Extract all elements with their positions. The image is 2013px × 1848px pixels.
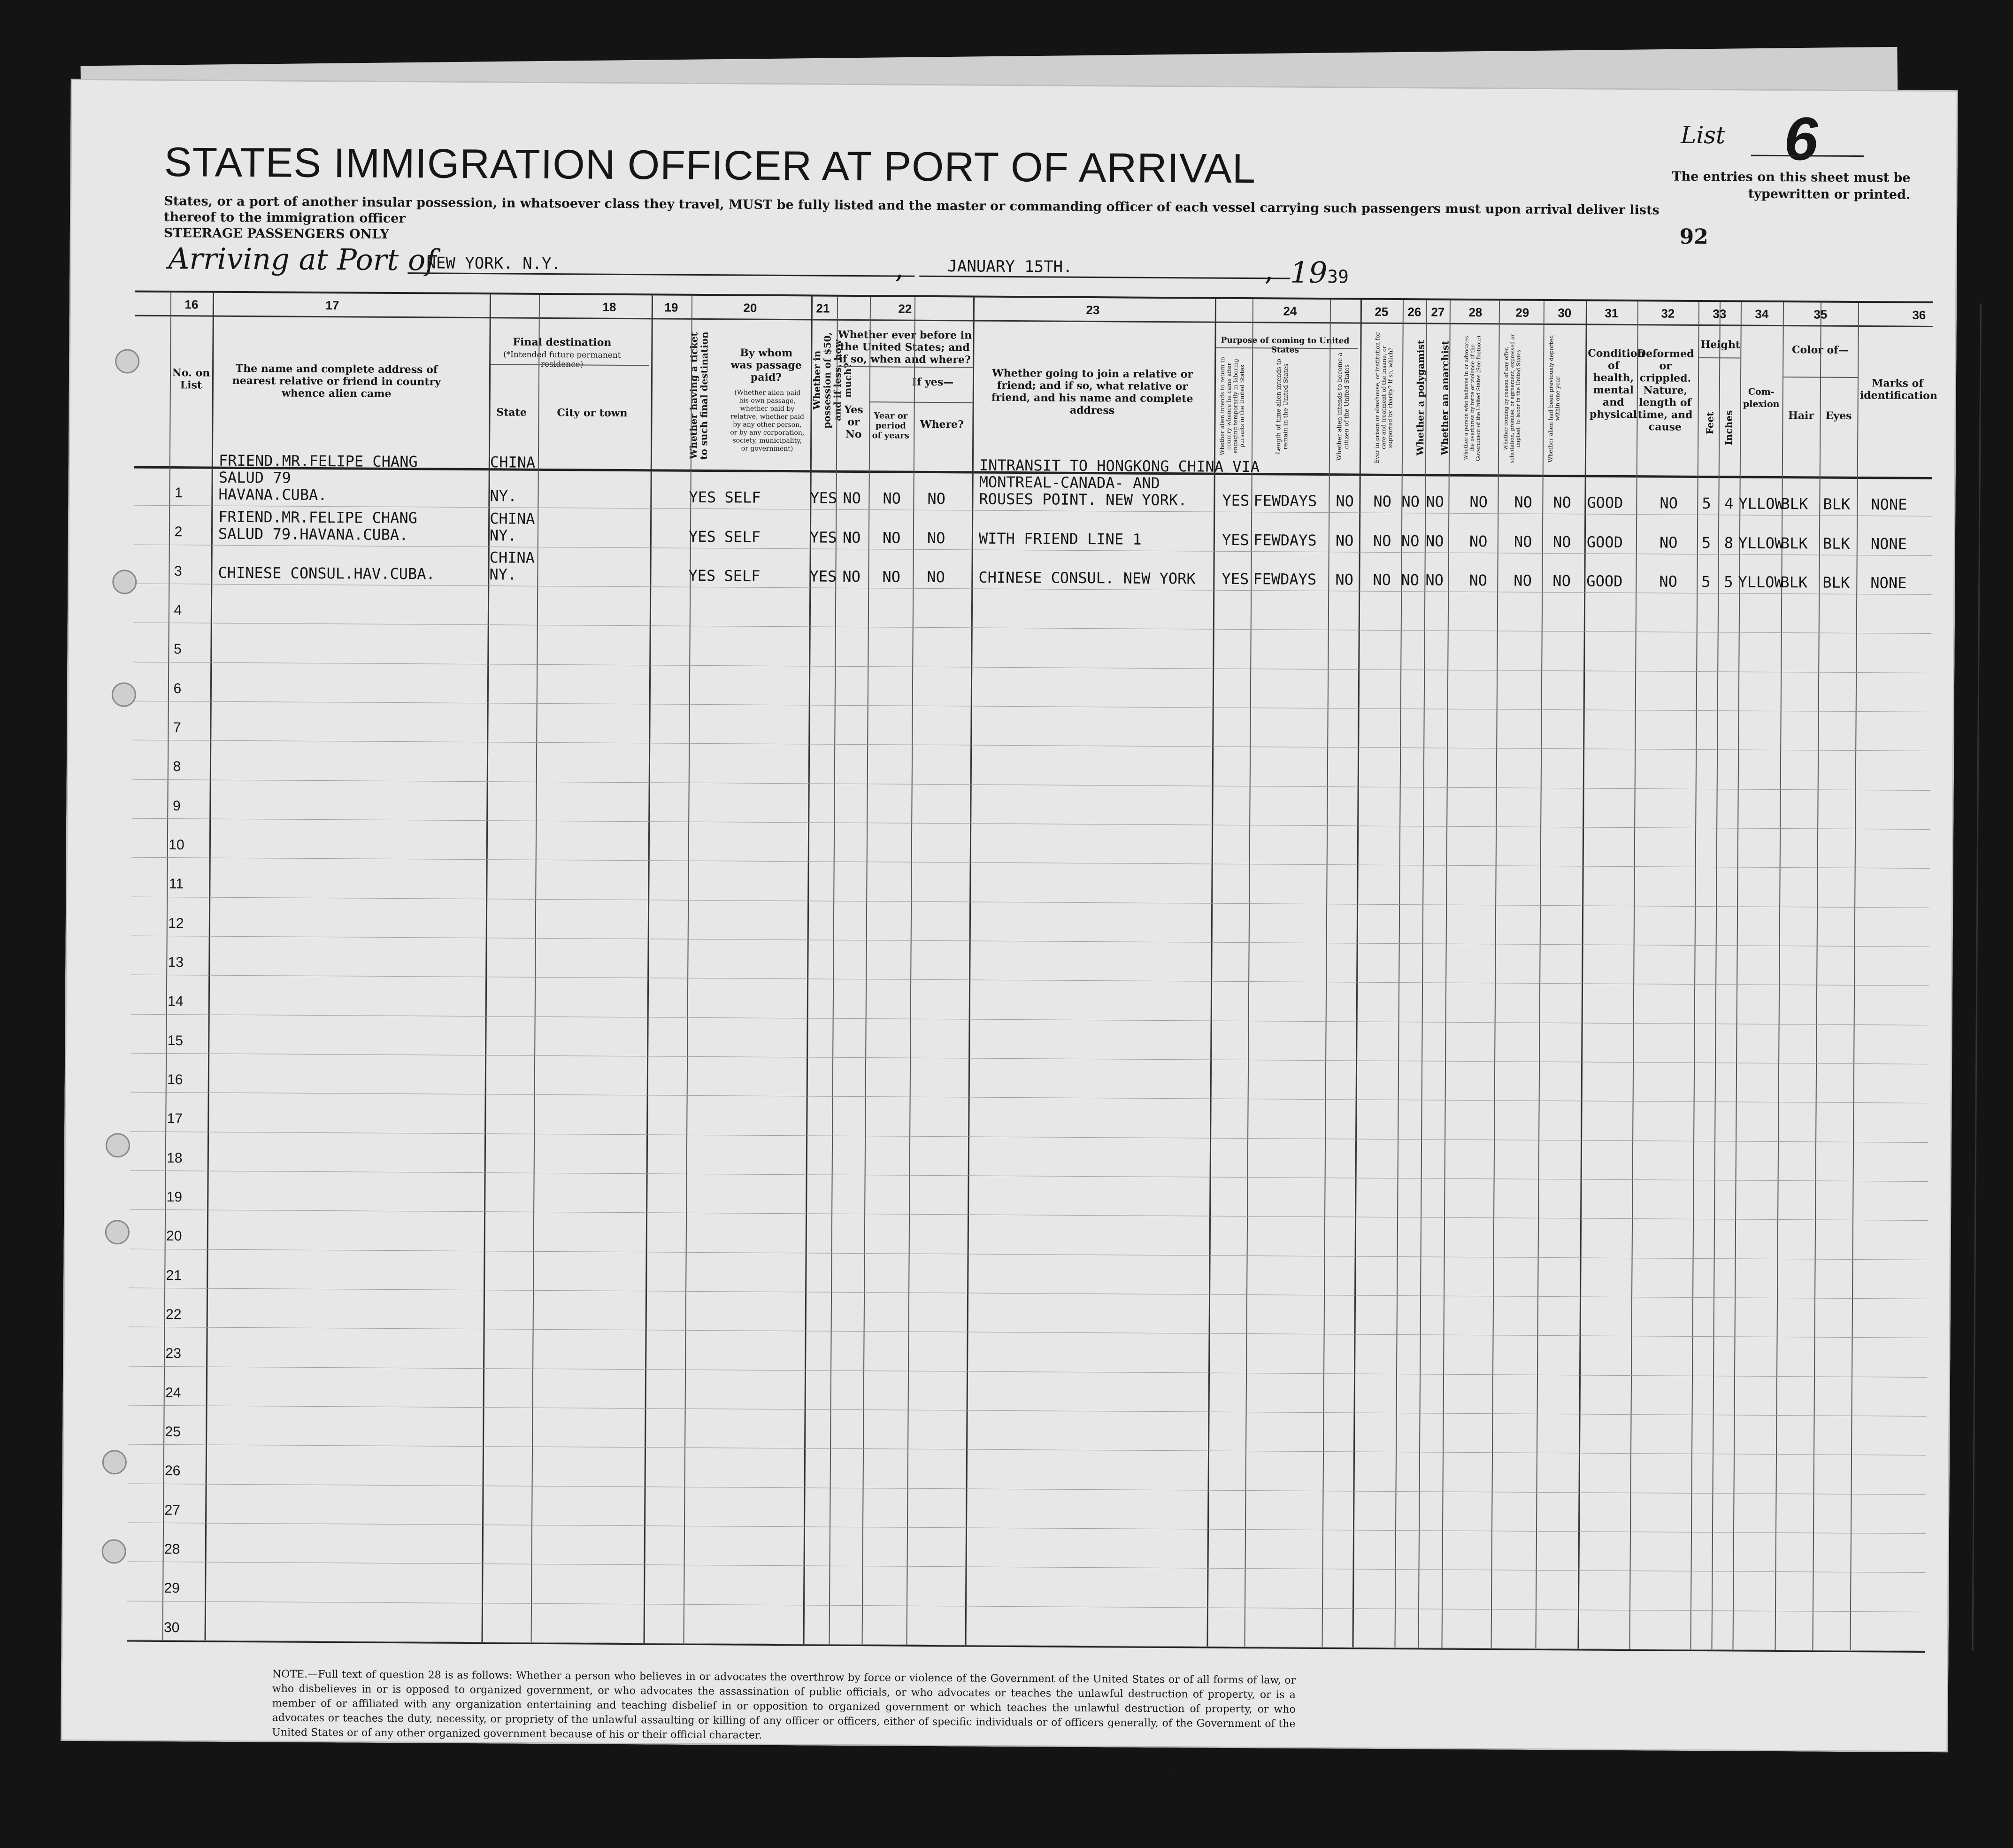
row-number: 20 (166, 1228, 182, 1244)
column-number-22: 22 (898, 301, 912, 316)
page-title: STATES IMMIGRATION OFFICER AT PORT OF ARRIVAL (164, 138, 1256, 192)
destination-state-line: NY. (489, 526, 517, 545)
entry-year: NO (882, 568, 901, 586)
class-line: STEERAGE PASSENGERS ONLY (163, 225, 389, 242)
joining-relative-line: ROUSES POINT. NEW YORK. (979, 490, 1187, 509)
header-ticket: Whether having a ticket to such final destination (687, 331, 710, 460)
entry-overthrow: NO (1469, 493, 1488, 511)
entries-note: The entries on this sheet must be typewritten or printed. (1672, 169, 1911, 202)
destination-state-line: CHINA (489, 548, 535, 567)
header-money: Whether in possession of $50, and if less, how much? (811, 331, 854, 429)
header-city: City or town (557, 407, 628, 420)
entry-return: YES (1222, 531, 1249, 549)
row-number: 12 (168, 915, 184, 931)
separator-comma: , (895, 252, 904, 285)
header-hair: Hair (1788, 409, 1814, 422)
entry-before-us: NO (842, 567, 861, 586)
column-number-23: 23 (1086, 302, 1100, 317)
row-number: 15 (167, 1032, 184, 1048)
entry-hair: BLK (1781, 495, 1808, 513)
joining-relative-line: INTRANSIT TO HONGKONG CHINA VIA (979, 456, 1260, 476)
entry-length: FEWDAYS (1253, 570, 1317, 588)
column-number-20: 20 (743, 300, 757, 315)
header-passage-paid: By whom was passage paid? (730, 346, 802, 384)
header-purpose-length: Length of time alien intends to remain in the United States (1275, 358, 1290, 454)
row-number: 13 (168, 955, 184, 970)
header-relative-address: The name and complete address of nearest relative or friend in country whence alien came (232, 362, 441, 400)
entry-return: YES (1222, 492, 1250, 510)
entry-labor-offer: NO (1514, 532, 1532, 551)
header-marks: Marks of identification (1859, 377, 1937, 402)
destination-state-line: CHINA (490, 453, 536, 472)
column-number-25: 25 (1375, 304, 1389, 319)
entry-overthrow: NO (1469, 532, 1488, 550)
entry-year: NO (882, 528, 901, 547)
relative-address-line: FRIEND.MR.FELIPE CHANG (218, 508, 418, 527)
header-deported: Whether alien had been previously deported within one year (1547, 335, 1561, 462)
relative-address-line: CHINESE CONSUL.HAV.CUBA. (218, 563, 435, 583)
row-number: 8 (173, 759, 181, 775)
header-final-destination-note: (*Intended future permanent residence) (503, 350, 621, 370)
entry-anarchist: NO (1425, 532, 1444, 550)
header-subrule (869, 401, 973, 403)
header-if-yes: If yes— (912, 376, 954, 389)
list-number: 6 (1783, 104, 1818, 173)
row-number: 23 (165, 1346, 182, 1362)
header-height: Height (1700, 338, 1741, 351)
entry-anarchist: NO (1426, 493, 1444, 511)
punch-hole (102, 1539, 126, 1563)
entry-anarchist: NO (1425, 571, 1444, 589)
column-number-26: 26 (1407, 305, 1421, 319)
header-health: Condition of health, mental and physical (1588, 347, 1645, 421)
entry-prison: NO (1373, 570, 1391, 589)
entry-inches: 4 (1724, 494, 1734, 513)
entry-marks: NONE (1870, 534, 1907, 553)
row-number: 30 (163, 1619, 180, 1635)
list-number-box (1681, 104, 1906, 173)
row-number: 11 (169, 876, 184, 892)
relative-address-line: SALUD 79 (218, 469, 291, 487)
entry-length: FEWDAYS (1253, 492, 1317, 510)
header-feet: Feet (1704, 412, 1716, 435)
header-inches: Inches (1723, 410, 1735, 446)
entry-year: NO (883, 489, 901, 508)
column-number-17: 17 (325, 298, 339, 313)
row-number: 1 (175, 485, 183, 501)
punch-hole (115, 349, 139, 373)
entry-hair: BLK (1780, 573, 1808, 592)
header-final-destination: Final destination (513, 336, 612, 349)
punch-hole (112, 682, 136, 707)
column-number-19: 19 (664, 300, 678, 315)
joining-relative-line: MONTREAL-CANADA- AND (979, 473, 1160, 493)
entry-eyes: BLK (1822, 573, 1850, 592)
row-number: 5 (173, 641, 182, 657)
column-number-27: 27 (1431, 305, 1445, 319)
punch-hole (105, 1220, 130, 1244)
column-number-33: 33 (1713, 307, 1727, 321)
entry-ticket: YES (688, 566, 716, 585)
destination-state-line: NY. (489, 565, 517, 584)
header-state: State (496, 406, 527, 419)
column-number-24: 24 (1283, 304, 1297, 318)
entry-health: GOOD (1586, 572, 1623, 590)
column-number-30: 30 (1558, 306, 1572, 320)
entry-money: YES (809, 567, 837, 585)
year-prefix: 19 (1290, 255, 1328, 290)
header-before-yes-no: Yes or No (844, 403, 863, 441)
header-purpose-return: Whether alien intends to return to country whence he came after engaging temporarily in laboring pursuits in the United States (1218, 357, 1246, 455)
column-number-29: 29 (1515, 305, 1529, 320)
entry-paid-by: SELF (724, 567, 761, 585)
entry-hair: BLK (1780, 534, 1808, 553)
port-field: NEW YORK. N.Y. (407, 254, 914, 277)
entry-return: YES (1222, 570, 1249, 588)
column-number-16: 16 (184, 297, 199, 312)
row-number: 3 (174, 563, 182, 579)
entry-citizen: NO (1336, 492, 1354, 510)
header-passage-paid-note: (Whether alien paid his own passage, whether paid by relative, whether paid by any other person, or by any corporation, society, municipality, or government) (730, 389, 805, 453)
entry-citizen: NO (1335, 531, 1354, 550)
entry-deported: NO (1552, 572, 1571, 590)
relative-address-line: SALUD 79.HAVANA.CUBA. (218, 524, 408, 544)
entry-polygamist: NO (1401, 531, 1420, 550)
entry-inches: 5 (1724, 573, 1733, 591)
row-number: 28 (164, 1541, 180, 1557)
entry-labor-offer: NO (1514, 493, 1533, 512)
header-before-in-us: Whether ever before in the United States; and if so, when and where? (837, 328, 972, 366)
row-number: 9 (172, 798, 181, 814)
form-code: 14—830 (1149, 1768, 1179, 1778)
row-number: 19 (166, 1189, 183, 1205)
entry-feet: 5 (1701, 572, 1711, 591)
header-deformed: Deformed or crippled. Nature, length of time, and cause (1637, 347, 1694, 433)
entry-length: FEWDAYS (1253, 531, 1317, 549)
column-number-18: 18 (602, 300, 616, 314)
row-number: 21 (166, 1267, 182, 1283)
header-overthrow: Whether a person who believes in or advocates the overthrow by force or violence of the Government of the United States (See footnote) (1462, 335, 1482, 461)
year-field (1290, 255, 1349, 290)
header-anarchist: Whether an anarchist (1439, 340, 1451, 455)
header-color-of: Color of— (1791, 344, 1849, 356)
entry-health: GOOD (1587, 493, 1623, 512)
entry-complexion: YLLOW (1738, 534, 1784, 552)
entry-paid-by: SELF (724, 488, 761, 507)
joining-relative-line: CHINESE CONSUL. NEW YORK (978, 568, 1196, 588)
sheet-number: 92 (1679, 224, 1709, 249)
header-polygamist: Whether a polygamist (1414, 340, 1427, 456)
separator-comma: , (1264, 254, 1274, 287)
entry-feet: 5 (1702, 494, 1711, 513)
entry-deported: NO (1553, 493, 1572, 512)
row-number: 18 (167, 1150, 183, 1166)
entry-polygamist: NO (1401, 571, 1420, 589)
row-number: 7 (173, 720, 181, 736)
entry-before-us: NO (842, 528, 861, 547)
entry-money: YES (809, 528, 837, 547)
header-purpose: Purpose of coming to United States (1221, 335, 1350, 355)
header-joining-relative: Whether going to join a relative or friend; and if so, what relative or friend, and his name and complete address (991, 367, 1193, 417)
column-number-36: 36 (1912, 308, 1926, 322)
column-number-28: 28 (1468, 305, 1483, 320)
entry-ticket: YES (688, 527, 716, 546)
column-rule (1972, 304, 1982, 1651)
year-suffix: 39 (1327, 266, 1349, 287)
entry-eyes: BLK (1822, 534, 1850, 553)
row-number: 2 (174, 524, 183, 540)
row-number: 14 (168, 993, 184, 1009)
entry-labor-offer: NO (1514, 571, 1532, 590)
row-number: 16 (167, 1072, 183, 1088)
header-purpose-citizen: Whether alien intends to become a citizen of the United States (1336, 353, 1351, 461)
entry-marks: NONE (1871, 495, 1907, 514)
footnote: NOTE.—Full text of question 28 is as follows: Whether a person who believes in or advocates the overthrow by force or violence of the Government of the United States or of all forms of law, or who disbelieves in or is opposed to organized government, or who advocates the assassination of public officials, or who advocates or teaches the unlawful destruction of property, or is a member of or affiliated with any organization entertaining and teaching disbelief in or opposition to organized government or which teaches the unlawful destruction of property, or who advocates or teaches the duty, necessity, or propriety of the unlawful assaulting or killing of any officer or officers, either of specific individuals or of officers generally, of the Government of the United States or of any other organized government because of his or their official character. (272, 1668, 1296, 1741)
entry-deformed: NO (1659, 572, 1678, 591)
entry-complexion: YLLOW (1738, 494, 1784, 513)
list-label: List (1681, 121, 1726, 149)
header-year: Year or period of years (872, 411, 909, 441)
entry-inches: 8 (1724, 533, 1734, 552)
entry-overthrow: NO (1469, 571, 1488, 590)
entry-deformed: NO (1659, 533, 1678, 552)
entry-where: NO (927, 568, 945, 586)
entry-health: GOOD (1586, 533, 1623, 551)
header-subrule (837, 366, 973, 368)
row-number: 6 (173, 680, 182, 696)
entry-money: YES (810, 489, 837, 508)
relative-address-line: HAVANA.CUBA. (218, 485, 327, 504)
header-no-on-list: No. on List (172, 367, 210, 392)
manifest-sheet (61, 79, 1958, 1778)
header-where: Where? (920, 418, 964, 431)
entry-where: NO (927, 529, 945, 547)
punch-hole (106, 1133, 130, 1157)
entry-complexion: YLLOW (1738, 573, 1783, 592)
destination-state-line: NY. (490, 487, 517, 505)
arriving-label: Arriving at Port of (168, 241, 437, 277)
row-number: 27 (164, 1502, 181, 1518)
column-number-35: 35 (1813, 307, 1828, 322)
joining-relative-line: WITH FRIEND LINE 1 (978, 529, 1142, 548)
header-complexion: Com-plexion (1743, 386, 1780, 410)
entry-feet: 5 (1701, 533, 1711, 552)
header-prison: Ever in prison or almshouse, or institution for care and treatment of the insane, or supported by charity? If so, which? (1373, 332, 1394, 463)
destination-state-line: CHINA (490, 509, 535, 528)
entry-deported: NO (1552, 532, 1571, 551)
column-number-21: 21 (816, 301, 830, 316)
entry-where: NO (927, 490, 946, 508)
page-subtitle (164, 193, 1713, 251)
header-eyes: Eyes (1825, 409, 1852, 422)
header-labor-offer: Whether coming by reason of any offer, solicitation, promise, or agreement, expressed or implied, to labor in the United States (1503, 333, 1522, 463)
relative-address-line: FRIEND.MR.FELIPE CHANG (218, 452, 418, 471)
column-number-31: 31 (1605, 306, 1619, 320)
subtitle-text: States, or a port of another insular possession, in whatsoever class they travel, MUST be fully listed and the master or commanding officer of each vessel carrying such passengers must upon arrival deliver lists thereof to the immigration officer (163, 193, 1660, 226)
table-body (127, 466, 1932, 1651)
entry-polygamist: NO (1401, 493, 1420, 511)
row-number: 26 (164, 1463, 181, 1479)
date-field: JANUARY 15TH. (919, 257, 1290, 279)
entry-before-us: NO (843, 489, 861, 508)
entry-ticket: YES (689, 488, 716, 507)
punch-hole (112, 570, 137, 594)
entry-citizen: NO (1335, 570, 1354, 589)
entry-paid-by: SELF (724, 527, 761, 546)
row-number: 10 (169, 837, 184, 853)
manifest-table (127, 291, 1937, 1653)
row-number: 24 (165, 1385, 181, 1401)
row-number: 22 (165, 1307, 182, 1323)
entry-prison: NO (1373, 493, 1392, 511)
row-number: 29 (164, 1580, 180, 1596)
column-number-34: 34 (1755, 307, 1769, 321)
column-number-32: 32 (1661, 306, 1675, 321)
punch-hole (102, 1450, 127, 1474)
row-number: 4 (174, 602, 182, 618)
row-number: 25 (165, 1424, 181, 1440)
entry-deformed: NO (1660, 494, 1678, 513)
entry-marks: NONE (1870, 574, 1907, 592)
entry-eyes: BLK (1823, 495, 1851, 514)
row-number: 17 (167, 1111, 183, 1127)
entry-prison: NO (1373, 531, 1391, 550)
